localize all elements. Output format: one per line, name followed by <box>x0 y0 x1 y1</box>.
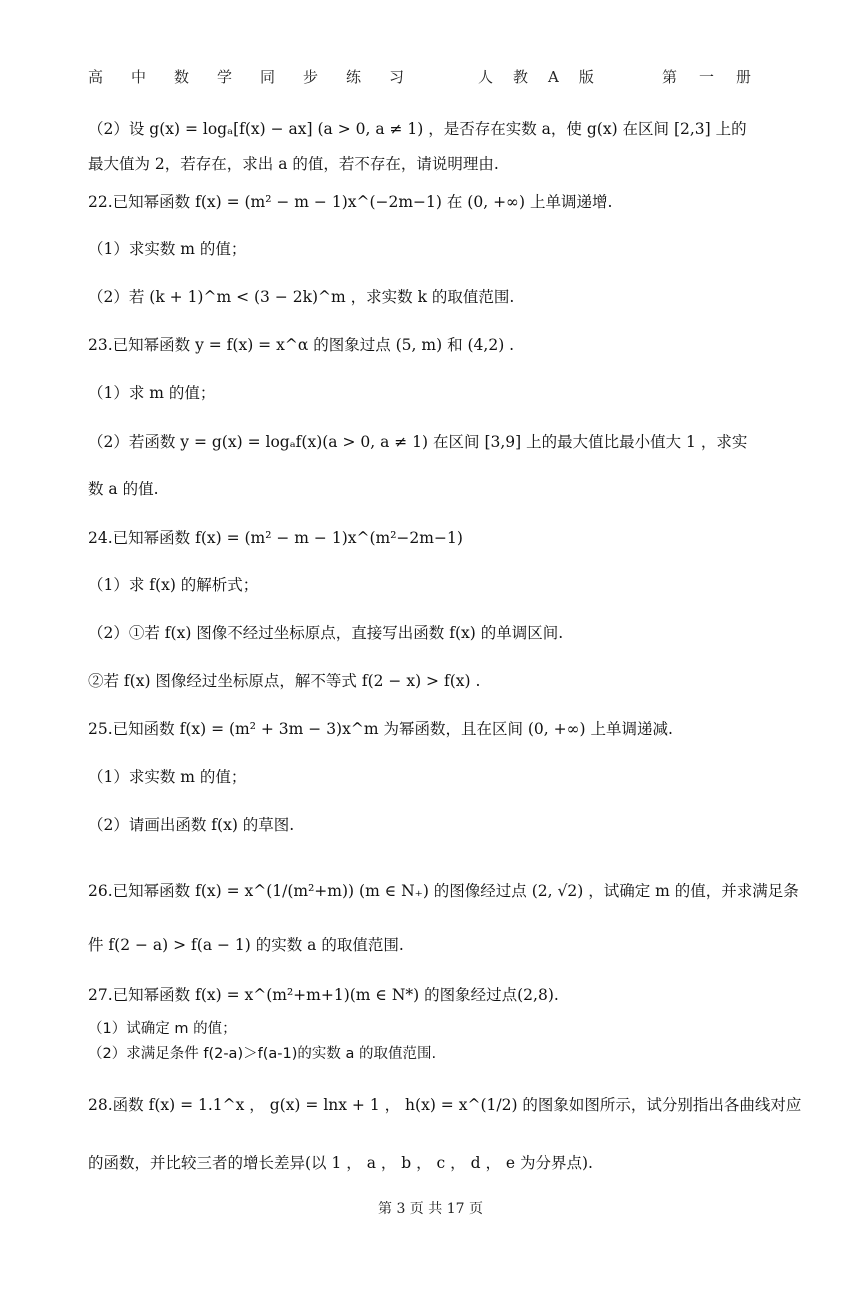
q26-line1: 26.已知幂函数 f(x) = x^(1/(m²+m)) (m ∈ N₊) 的图像经过点 (2, √2) ，试确定 m 的值，并求满足条 <box>88 882 799 900</box>
q27-part2: （2）求满足条件 f(2-a)＞f(a-1)的实数 a 的取值范围. <box>88 1046 437 1062</box>
q23-part2-line2: 数 a 的值. <box>88 480 159 498</box>
q23-part1: （1）求 m 的值； <box>88 384 216 402</box>
q24-stem: 24.已知幂函数 f(x) = (m² − m − 1)x^(m²−2m−1) <box>88 529 463 547</box>
q27-stem: 27.已知幂函数 f(x) = x^(m²+m+1)(m ∈ N*) 的图象经过点(2,8). <box>88 986 559 1004</box>
q24-part2-2: ②若 f(x) 图像经过坐标原点，解不等式 f(2 − x) > f(x) . <box>88 672 481 690</box>
q28-line1: 28.函数 f(x) = 1.1^x ， g(x) = lnx + 1 ， h(x) = x^(1/2) 的图象如图所示，试分别指出各曲线对应 <box>88 1096 802 1114</box>
page-header <box>88 66 773 88</box>
q22-part1: （1）求实数 m 的值； <box>88 240 247 258</box>
header-right: 第一册 <box>661 68 773 86</box>
q22-stem: 22.已知幂函数 f(x) = (m² − m − 1)x^(−2m−1) 在 (0, +∞) 上单调递增. <box>88 193 613 211</box>
q24-part1: （1）求 f(x) 的解析式； <box>88 576 259 594</box>
q23-part2-line1: （2）若函数 y = g(x) = logₐf(x)(a > 0, a ≠ 1) 在区间 [3,9] 上的最大值比最小值大 1 ，求实 <box>88 433 748 451</box>
q22-part2: （2）若 (k + 1)^m < (3 − 2k)^m ，求实数 k 的取值范围. <box>88 288 515 306</box>
q25-part1: （1）求实数 m 的值； <box>88 768 247 786</box>
q27-part1: （1）试确定 m 的值； <box>88 1021 237 1037</box>
q21-part2-line1: （2）设 g(x) = logₐ[f(x) − ax] (a > 0, a ≠ 1) ，是否存在实数 a，使 g(x) 在区间 [2,3] 上的 <box>88 120 747 138</box>
q26-line2: 件 f(2 − a) > f(a − 1) 的实数 a 的取值范围. <box>88 936 404 954</box>
q28-line2: 的函数，并比较三者的增长差异(以 1 ， a ， b ， c ， d ， e 为分界点). <box>88 1154 593 1172</box>
q21-part2-line2: 最大值为 2，若存在，求出 a 的值，若不存在，请说明理由. <box>88 155 499 173</box>
q23-stem: 23.已知幂函数 y = f(x) = x^α 的图象过点 (5, m) 和 (4,2) . <box>88 336 515 354</box>
header-left: 高中数学同步练习 <box>88 68 433 86</box>
q24-part2-1: （2）①若 f(x) 图像不经过坐标原点，直接写出函数 f(x) 的单调区间. <box>88 624 564 642</box>
q25-stem: 25.已知函数 f(x) = (m² + 3m − 3)x^m 为幂函数，且在区间 (0, +∞) 上单调递减. <box>88 720 673 738</box>
header-middle: 人教A版 <box>478 68 614 86</box>
page-footer: 第 3 页 共 17 页 <box>378 1201 483 1217</box>
q25-part2: （2）请画出函数 f(x) 的草图. <box>88 816 295 834</box>
